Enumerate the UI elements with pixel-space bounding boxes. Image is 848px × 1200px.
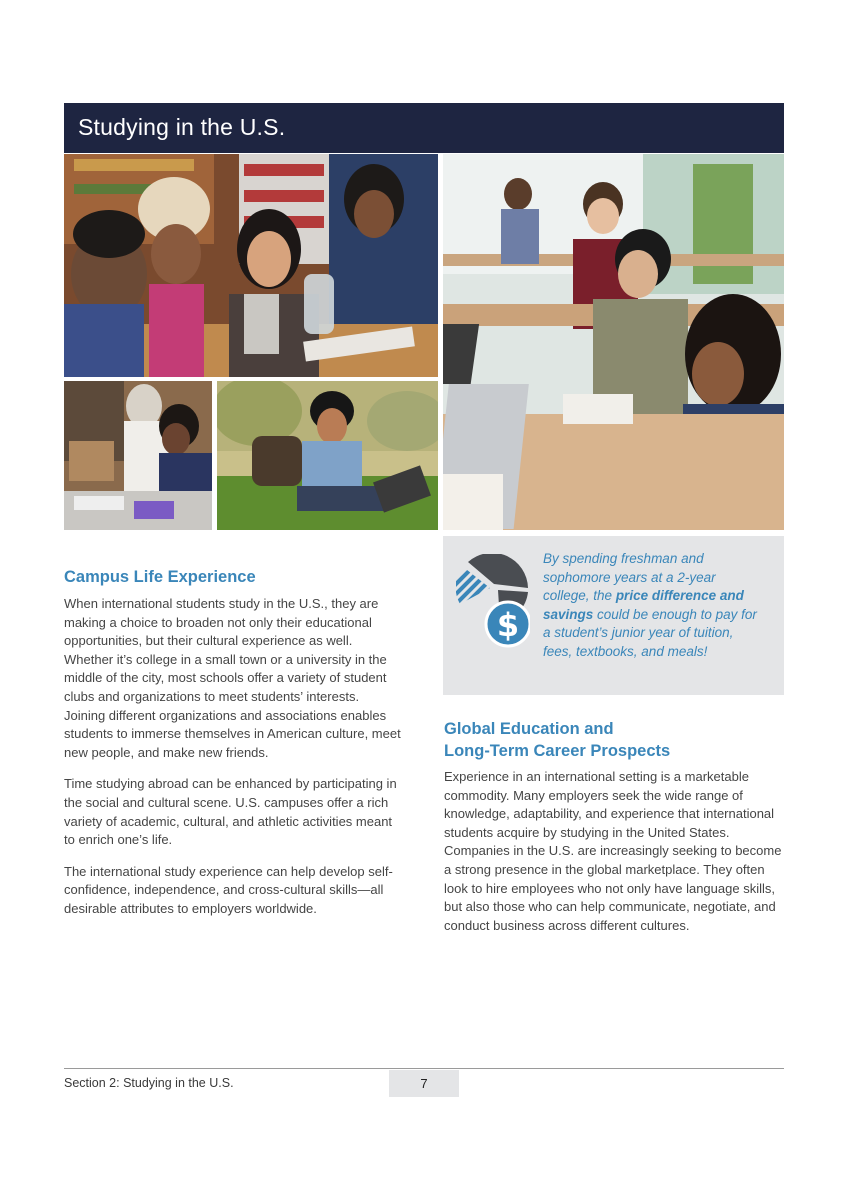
footer-section-label: Section 2: Studying in the U.S.	[64, 1076, 234, 1090]
page-number: 7	[389, 1070, 459, 1097]
callout-text-bold: price difference and savings	[543, 588, 744, 622]
callout-text	[543, 550, 763, 662]
savings-callout	[443, 536, 784, 695]
global-heading-line-1: Global Education and	[444, 720, 614, 738]
svg-text:$: $	[496, 606, 520, 644]
global-education-heading	[444, 718, 670, 762]
global-heading-line-2: Long-Term Career Prospects	[444, 742, 671, 760]
global-education-body	[444, 768, 786, 948]
footer-divider	[64, 1068, 784, 1069]
campus-life-body	[64, 595, 402, 932]
photo-classroom	[443, 154, 784, 530]
global-paragraph: Experience in an international setting is a marketable commodity. Many employers seek the wide range of knowledge, adaptability, and experience that international students acquire by studying in the United States. Companies in the U.S. are increasingly seeking to become a strong presence in the global marketplace. They often look to hire employees who not only have language skills, but also those who can help communicate, negotiate, and conduct business across different cultures.	[444, 769, 782, 933]
callout-text-end: could be enough to pay for a student’s junior year of tuition, fees, textbooks, and meals!	[543, 606, 757, 659]
title-bar	[64, 103, 784, 153]
campus-life-heading: Campus Life Experience	[64, 568, 256, 586]
campus-paragraph-1: When international students study in the U.S., they are making a choice to broaden not only their educational opportunities, but their cultural experience as well. Whether it’s college in a small town or a university in the middle of the city, most schools offer a variety of student clubs and organizations to meet students’ interests. Joining different organizations and associations enables students to immerse themselves in American culture, meet new people, and make new friends.	[64, 596, 401, 760]
callout-text-start: By spending freshman and sophomore years at a 2-year college, the	[543, 551, 716, 604]
photo-students-group	[64, 154, 438, 377]
pie-chart-dollar-icon	[456, 554, 530, 650]
page-title: Studying in the U.S.	[78, 114, 286, 140]
photo-lab	[64, 381, 212, 530]
campus-paragraph-3: The international study experience can help develop self-confidence, independence, and cross-cultural skills—all desirable attributes to employers worldwide.	[64, 863, 393, 916]
campus-paragraph-2: Time studying abroad can be enhanced by participating in the social and cultural scene. U.S. campuses offer a rich variety of academic, cultural, and athletic activities meant to enrich one’s life.	[64, 776, 397, 848]
photo-outdoor-student	[217, 381, 438, 530]
